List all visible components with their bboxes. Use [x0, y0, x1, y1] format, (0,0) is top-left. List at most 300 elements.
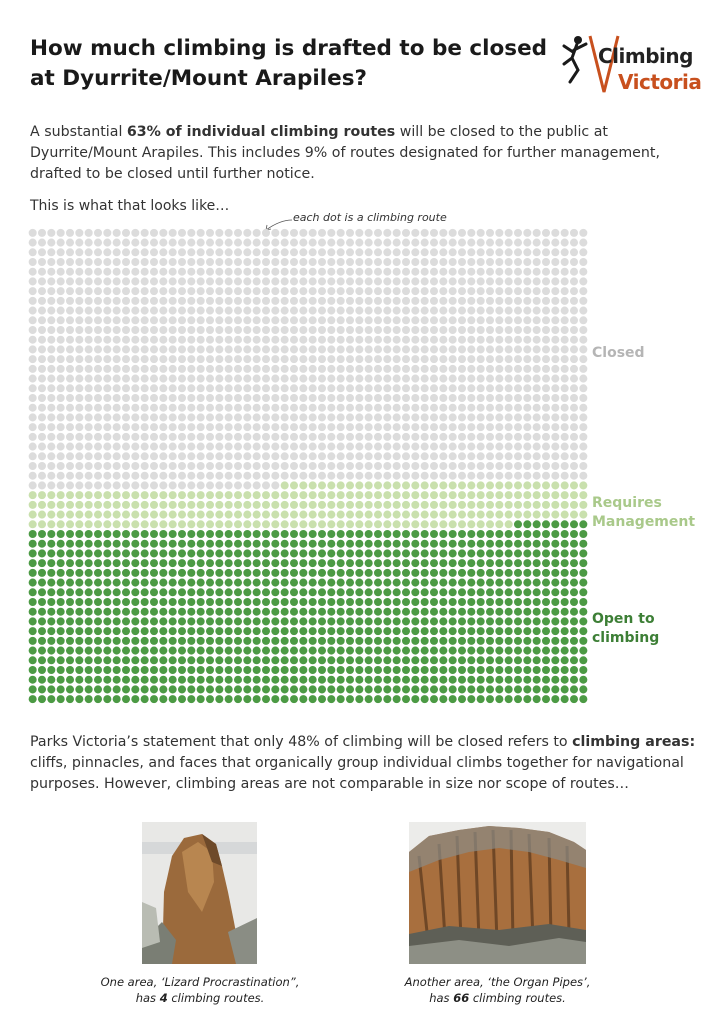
route-dot — [495, 239, 503, 247]
route-dot — [505, 394, 513, 402]
route-dot — [570, 685, 578, 693]
route-dot — [281, 384, 289, 392]
route-dot — [187, 316, 195, 324]
route-dot — [495, 423, 503, 431]
route-dot — [542, 540, 550, 548]
route-dot — [542, 472, 550, 480]
route-dot — [365, 617, 373, 625]
route-dot — [570, 481, 578, 489]
route-dot — [542, 598, 550, 606]
route-dot — [514, 375, 522, 383]
route-dot — [505, 481, 513, 489]
route-dot — [355, 268, 363, 276]
route-dot — [122, 685, 130, 693]
route-dot — [430, 617, 438, 625]
route-dot — [215, 511, 223, 519]
route-dot — [75, 530, 83, 538]
route-dot — [234, 676, 242, 684]
route-dot — [337, 627, 345, 635]
route-dot — [579, 336, 587, 344]
route-dot — [579, 520, 587, 528]
route-dot — [337, 491, 345, 499]
route-dot — [486, 365, 494, 373]
route-dot — [542, 307, 550, 315]
route-dot — [374, 404, 382, 412]
route-dot — [495, 307, 503, 315]
route-dot — [327, 608, 335, 616]
route-dot — [75, 345, 83, 353]
route-dot — [309, 452, 317, 460]
route-dot — [178, 647, 186, 655]
route-dot — [383, 345, 391, 353]
route-dot — [243, 617, 251, 625]
route-dot — [318, 685, 326, 693]
route-dot — [514, 666, 522, 674]
route-dot — [579, 404, 587, 412]
route-dot — [225, 277, 233, 285]
route-dot — [94, 617, 102, 625]
route-dot — [243, 452, 251, 460]
route-dot — [318, 229, 326, 237]
route-dot — [477, 540, 485, 548]
route-dot — [439, 511, 447, 519]
route-dot — [215, 685, 223, 693]
route-dot — [234, 627, 242, 635]
route-dot — [234, 637, 242, 645]
route-dot — [94, 676, 102, 684]
route-dot — [299, 297, 307, 305]
route-dot — [215, 365, 223, 373]
route-dot — [113, 549, 121, 557]
route-dot — [103, 511, 111, 519]
route-dot — [514, 685, 522, 693]
route-dot — [542, 365, 550, 373]
route-dot — [523, 501, 531, 509]
route-dot — [505, 588, 513, 596]
route-dot — [253, 287, 261, 295]
route-dot — [159, 345, 167, 353]
route-dot — [523, 637, 531, 645]
route-dot — [141, 676, 149, 684]
route-dot — [411, 695, 419, 703]
route-dot — [103, 394, 111, 402]
route-dot — [355, 384, 363, 392]
route-dot — [47, 375, 55, 383]
route-dot — [402, 258, 410, 266]
route-dot — [187, 695, 195, 703]
route-dot — [197, 588, 205, 596]
route-dot — [299, 627, 307, 635]
route-dot — [197, 549, 205, 557]
route-dot — [281, 413, 289, 421]
route-dot — [225, 433, 233, 441]
route-dot — [505, 404, 513, 412]
route-dot — [281, 297, 289, 305]
organ-pipes-photo — [409, 822, 586, 964]
route-dot — [225, 588, 233, 596]
route-dot — [75, 375, 83, 383]
legend-label-open-to-climbing — [592, 610, 659, 648]
route-dot — [327, 355, 335, 363]
route-dot — [159, 336, 167, 344]
route-dot — [225, 307, 233, 315]
route-dot — [290, 345, 298, 353]
route-dot — [197, 229, 205, 237]
route-dot — [243, 540, 251, 548]
route-dot — [47, 511, 55, 519]
route-dot — [85, 239, 93, 247]
route-dot — [103, 627, 111, 635]
route-dot — [542, 316, 550, 324]
route-dot — [281, 637, 289, 645]
route-dot — [439, 229, 447, 237]
route-dot — [505, 258, 513, 266]
route-dot — [430, 559, 438, 567]
route-dot — [66, 481, 74, 489]
caption-2-line1: Another area, ‘the Organ Pipes’, — [404, 975, 591, 989]
caption-lizard-procrastination — [60, 974, 340, 1006]
route-dot — [299, 472, 307, 480]
route-dot — [458, 491, 466, 499]
route-dot — [159, 579, 167, 587]
route-dot — [187, 501, 195, 509]
route-dot — [337, 336, 345, 344]
route-dot — [290, 559, 298, 567]
route-dot — [113, 258, 121, 266]
route-dot — [159, 472, 167, 480]
route-dot — [169, 413, 177, 421]
route-dot — [393, 307, 401, 315]
route-dot — [402, 394, 410, 402]
route-dot — [383, 598, 391, 606]
route-dot — [262, 365, 270, 373]
route-dot — [449, 452, 457, 460]
route-dot — [225, 569, 233, 577]
route-dot — [38, 481, 46, 489]
route-dot — [206, 384, 214, 392]
route-dot — [374, 559, 382, 567]
route-dot — [281, 588, 289, 596]
route-dot — [355, 491, 363, 499]
route-dot — [159, 307, 167, 315]
route-dot — [402, 676, 410, 684]
route-dot — [374, 588, 382, 596]
route-dot — [327, 511, 335, 519]
route-dot — [402, 316, 410, 324]
route-dot — [383, 676, 391, 684]
route-dot — [225, 423, 233, 431]
route-dot — [402, 559, 410, 567]
route-dot — [243, 549, 251, 557]
route-dot — [38, 413, 46, 421]
route-dot — [47, 384, 55, 392]
route-dot — [467, 656, 475, 664]
route-dot — [234, 297, 242, 305]
route-dot — [113, 433, 121, 441]
route-dot — [477, 375, 485, 383]
route-dot — [383, 287, 391, 295]
route-dot — [159, 666, 167, 674]
route-dot — [85, 588, 93, 596]
route-dot — [337, 297, 345, 305]
route-dot — [206, 365, 214, 373]
route-dot — [355, 695, 363, 703]
route-dot — [402, 248, 410, 256]
route-dot — [103, 316, 111, 324]
route-dot — [421, 511, 429, 519]
route-dot — [551, 695, 559, 703]
route-dot — [253, 355, 261, 363]
route-dot — [561, 608, 569, 616]
route-dot — [94, 569, 102, 577]
route-dot — [299, 375, 307, 383]
route-dot — [150, 472, 158, 480]
route-dot — [467, 287, 475, 295]
route-dot — [271, 248, 279, 256]
route-dot — [187, 297, 195, 305]
route-dot — [225, 608, 233, 616]
route-dot — [253, 277, 261, 285]
route-dot — [103, 384, 111, 392]
route-dot — [533, 365, 541, 373]
route-dot — [281, 559, 289, 567]
route-dot — [187, 375, 195, 383]
route-dot — [570, 404, 578, 412]
route-dot — [271, 316, 279, 324]
route-dot — [449, 559, 457, 567]
route-dot — [355, 336, 363, 344]
route-dot — [561, 433, 569, 441]
route-dot — [467, 404, 475, 412]
route-dot — [103, 656, 111, 664]
route-dot — [533, 627, 541, 635]
route-dot — [38, 384, 46, 392]
route-dot — [365, 365, 373, 373]
route-dot — [533, 666, 541, 674]
route-dot — [141, 355, 149, 363]
route-dot — [318, 345, 326, 353]
route-dot — [383, 452, 391, 460]
route-dot — [122, 520, 130, 528]
route-dot — [393, 258, 401, 266]
route-dot — [169, 598, 177, 606]
route-dot — [318, 656, 326, 664]
route-dot — [187, 685, 195, 693]
route-dot — [579, 579, 587, 587]
route-dot — [449, 685, 457, 693]
route-dot — [169, 559, 177, 567]
route-dot — [458, 365, 466, 373]
route-dot — [337, 530, 345, 538]
route-dot — [533, 336, 541, 344]
route-dot — [150, 375, 158, 383]
route-dot — [402, 423, 410, 431]
route-dot — [365, 239, 373, 247]
route-dot — [309, 569, 317, 577]
route-dot — [94, 229, 102, 237]
route-dot — [570, 676, 578, 684]
route-dot — [215, 297, 223, 305]
route-dot — [234, 345, 242, 353]
route-dot — [103, 375, 111, 383]
caption-1-line1: One area, ‘Lizard Procrastination”, — [100, 975, 300, 989]
route-dot — [290, 511, 298, 519]
route-dot — [131, 336, 139, 344]
route-dot — [290, 229, 298, 237]
route-dot — [299, 540, 307, 548]
caption-1-suffix: climbing routes. — [167, 991, 265, 1005]
route-dot — [29, 229, 37, 237]
route-dot — [402, 452, 410, 460]
route-dot — [225, 413, 233, 421]
route-dot — [411, 627, 419, 635]
route-dot — [234, 326, 242, 334]
route-dot — [178, 520, 186, 528]
route-dot — [383, 569, 391, 577]
route-dot — [38, 355, 46, 363]
route-dot — [47, 695, 55, 703]
route-dot — [38, 491, 46, 499]
route-dot — [318, 336, 326, 344]
route-dot — [449, 588, 457, 596]
route-dot — [327, 569, 335, 577]
route-dot — [197, 355, 205, 363]
route-dot — [458, 559, 466, 567]
route-dot — [169, 491, 177, 499]
route-dot — [122, 666, 130, 674]
route-dot — [47, 608, 55, 616]
route-dot — [309, 277, 317, 285]
route-dot — [122, 404, 130, 412]
route-dot — [169, 239, 177, 247]
route-dot — [150, 647, 158, 655]
route-dot — [243, 647, 251, 655]
route-dot — [327, 229, 335, 237]
route-dot — [38, 365, 46, 373]
route-dot — [131, 239, 139, 247]
route-dot — [477, 491, 485, 499]
route-dot — [579, 472, 587, 480]
route-dot — [85, 326, 93, 334]
route-dot — [365, 423, 373, 431]
route-dot — [75, 559, 83, 567]
route-dot — [551, 239, 559, 247]
route-dot — [281, 316, 289, 324]
route-dot — [94, 627, 102, 635]
route-dot — [561, 345, 569, 353]
route-dot — [131, 511, 139, 519]
route-dot — [150, 452, 158, 460]
route-dot — [271, 569, 279, 577]
route-dot — [486, 666, 494, 674]
route-dot — [57, 433, 65, 441]
route-dot — [234, 569, 242, 577]
route-dot — [430, 413, 438, 421]
route-dot — [206, 666, 214, 674]
route-dot — [523, 326, 531, 334]
route-dot — [421, 248, 429, 256]
route-dot — [458, 413, 466, 421]
route-dot — [206, 229, 214, 237]
route-dot — [411, 394, 419, 402]
route-dot — [66, 695, 74, 703]
route-dot — [225, 229, 233, 237]
route-dot — [281, 656, 289, 664]
route-dot — [281, 676, 289, 684]
route-dot — [477, 394, 485, 402]
route-dot — [85, 258, 93, 266]
route-dot — [159, 443, 167, 451]
route-dot — [262, 627, 270, 635]
route-dot — [514, 579, 522, 587]
route-dot — [85, 676, 93, 684]
route-dot — [374, 520, 382, 528]
route-dot — [57, 375, 65, 383]
route-dot — [346, 579, 354, 587]
route-dot — [467, 258, 475, 266]
route-dot — [141, 239, 149, 247]
route-dot — [57, 268, 65, 276]
route-dot — [29, 511, 37, 519]
route-dot — [197, 345, 205, 353]
route-dot — [393, 637, 401, 645]
route-dot — [458, 666, 466, 674]
route-dot — [206, 394, 214, 402]
route-dot — [197, 462, 205, 470]
route-dot — [47, 588, 55, 596]
route-dot — [523, 229, 531, 237]
route-dot — [131, 608, 139, 616]
route-dot — [346, 413, 354, 421]
route-dot — [561, 540, 569, 548]
route-dot — [355, 676, 363, 684]
route-dot — [383, 695, 391, 703]
route-dot — [402, 443, 410, 451]
route-dot — [243, 239, 251, 247]
route-dot — [309, 520, 317, 528]
route-dot — [570, 316, 578, 324]
route-dot — [29, 248, 37, 256]
route-dot — [402, 481, 410, 489]
route-dot — [243, 248, 251, 256]
route-dot — [449, 307, 457, 315]
route-dot — [467, 598, 475, 606]
route-dot — [337, 404, 345, 412]
route-dot — [449, 491, 457, 499]
route-dot — [523, 248, 531, 256]
route-dot — [439, 355, 447, 363]
route-dot — [402, 277, 410, 285]
route-dot — [346, 443, 354, 451]
route-dot — [299, 248, 307, 256]
route-dot — [402, 501, 410, 509]
route-dot — [187, 666, 195, 674]
route-dot — [421, 365, 429, 373]
route-dot — [523, 627, 531, 635]
route-dot — [197, 511, 205, 519]
route-dot — [187, 520, 195, 528]
route-dot — [131, 229, 139, 237]
route-dot — [542, 452, 550, 460]
route-dot — [122, 472, 130, 480]
route-dot — [243, 326, 251, 334]
route-dot — [318, 443, 326, 451]
route-dot — [365, 307, 373, 315]
route-dot — [402, 511, 410, 519]
route-dot — [561, 268, 569, 276]
route-dot — [271, 491, 279, 499]
route-dot — [327, 520, 335, 528]
